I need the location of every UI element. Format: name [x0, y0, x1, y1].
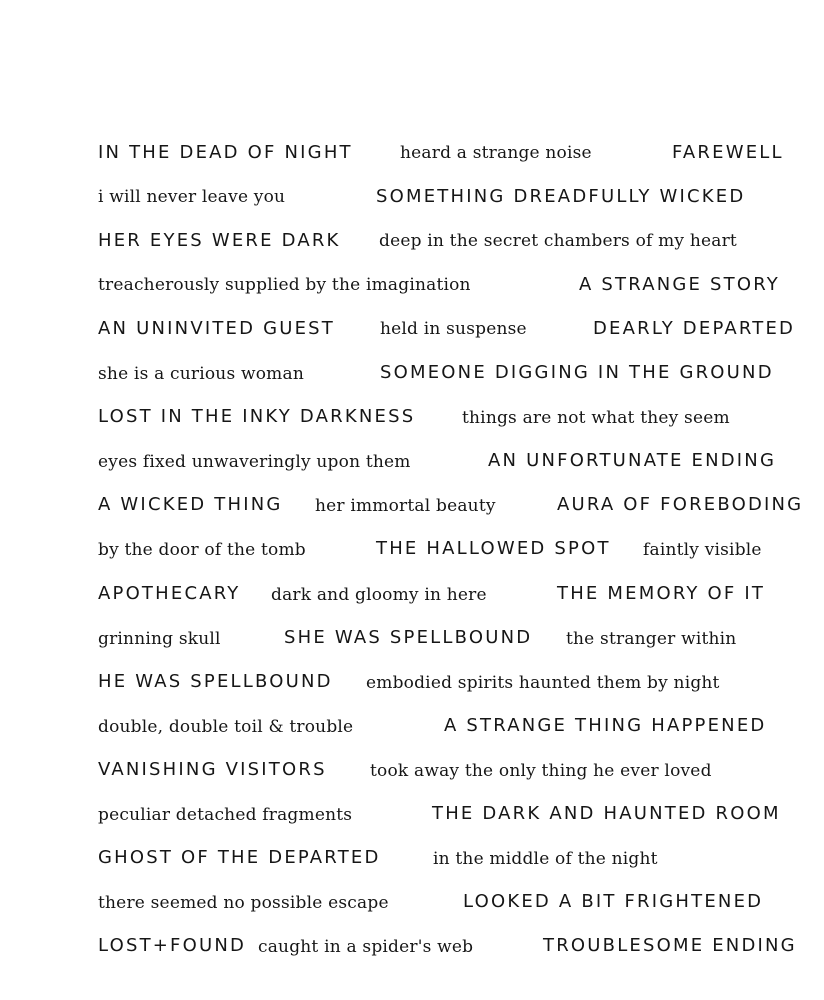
phrase-a-strange-story: A STRANGE STORY — [579, 274, 780, 295]
phrase-grinning-skull: grinning skull — [98, 629, 221, 649]
phrase-i-will-never-leave-you: i will never leave you — [98, 187, 286, 207]
phrase-she-was-spellbound: SHE WAS SPELLBOUND — [284, 627, 533, 648]
phrase-looked-a-bit-frightened: LOOKED A BIT FRIGHTENED — [463, 891, 764, 912]
phrase-apothecary: APOTHECARY — [98, 583, 241, 604]
phrase-vanishing-visitors: VANISHING VISITORS — [98, 759, 327, 780]
phrase-treacherously-supplied: treacherously supplied by the imagination — [98, 275, 471, 295]
phrase-by-the-door-of-the-tomb: by the door of the tomb — [98, 540, 306, 560]
phrase-he-was-spellbound: HE WAS SPELLBOUND — [98, 671, 333, 692]
phrase-deep-in-the-secret-chambers: deep in the secret chambers of my heart — [379, 231, 737, 251]
phrase-faintly-visible: faintly visible — [643, 540, 762, 560]
phrase-the-dark-and-haunted-room: THE DARK AND HAUNTED ROOM — [432, 803, 781, 824]
phrase-aura-of-foreboding: AURA OF FOREBODING — [557, 494, 804, 515]
phrase-her-immortal-beauty: her immortal beauty — [315, 496, 496, 516]
phrase-double-double-toil: double, double toil & trouble — [98, 717, 354, 737]
phrase-caught-in-a-spiders-web: caught in a spider's web — [258, 937, 474, 957]
phrase-the-hallowed-spot: THE HALLOWED SPOT — [376, 538, 611, 559]
phrase-eyes-fixed-unwaveringly: eyes fixed unwaveringly upon them — [98, 452, 411, 472]
phrase-the-memory-of-it: THE MEMORY OF IT — [557, 583, 766, 604]
phrase-a-wicked-thing: A WICKED THING — [98, 494, 283, 515]
phrase-an-uninvited-guest: AN UNINVITED GUEST — [98, 318, 336, 339]
phrase-her-eyes-were-dark: HER EYES WERE DARK — [98, 230, 341, 251]
phrase-a-strange-thing-happened: A STRANGE THING HAPPENED — [444, 715, 767, 736]
phrase-in-the-middle-of-the-night: in the middle of the night — [433, 849, 658, 869]
phrase-dark-and-gloomy-in-here: dark and gloomy in here — [271, 585, 487, 605]
phrase-took-away-the-only-thing: took away the only thing he ever loved — [370, 761, 712, 781]
phrase-ghost-of-the-departed: GHOST OF THE DEPARTED — [98, 847, 381, 868]
phrase-held-in-suspense: held in suspense — [380, 319, 527, 339]
phrase-farewell: FAREWELL — [672, 142, 784, 163]
phrase-something-dreadfully-wicked: SOMETHING DREADFULLY WICKED — [376, 186, 746, 207]
phrase-someone-digging-in-the-ground: SOMEONE DIGGING IN THE GROUND — [380, 362, 774, 383]
phrase-lost-found: LOST+FOUND — [98, 935, 247, 956]
phrase-heard-a-strange-noise: heard a strange noise — [400, 143, 592, 163]
phrase-embodied-spirits: embodied spirits haunted them by night — [366, 673, 720, 693]
phrase-she-is-a-curious-woman: she is a curious woman — [98, 364, 304, 384]
phrase-peculiar-detached-fragments: peculiar detached fragments — [98, 805, 353, 825]
phrase-there-seemed-no-possible-escape: there seemed no possible escape — [98, 893, 389, 913]
phrase-an-unfortunate-ending: AN UNFORTUNATE ENDING — [488, 450, 777, 471]
phrase-dearly-departed: DEARLY DEPARTED — [593, 318, 796, 339]
phrase-the-stranger-within: the stranger within — [566, 629, 737, 649]
phrase-in-the-dead-of-night: IN THE DEAD OF NIGHT — [98, 142, 353, 163]
phrase-troublesome-ending: TROUBLESOME ENDING — [543, 935, 797, 956]
phrase-lost-in-the-inky-darkness: LOST IN THE INKY DARKNESS — [98, 406, 416, 427]
phrase-things-are-not-what-they-seem: things are not what they seem — [462, 408, 730, 428]
